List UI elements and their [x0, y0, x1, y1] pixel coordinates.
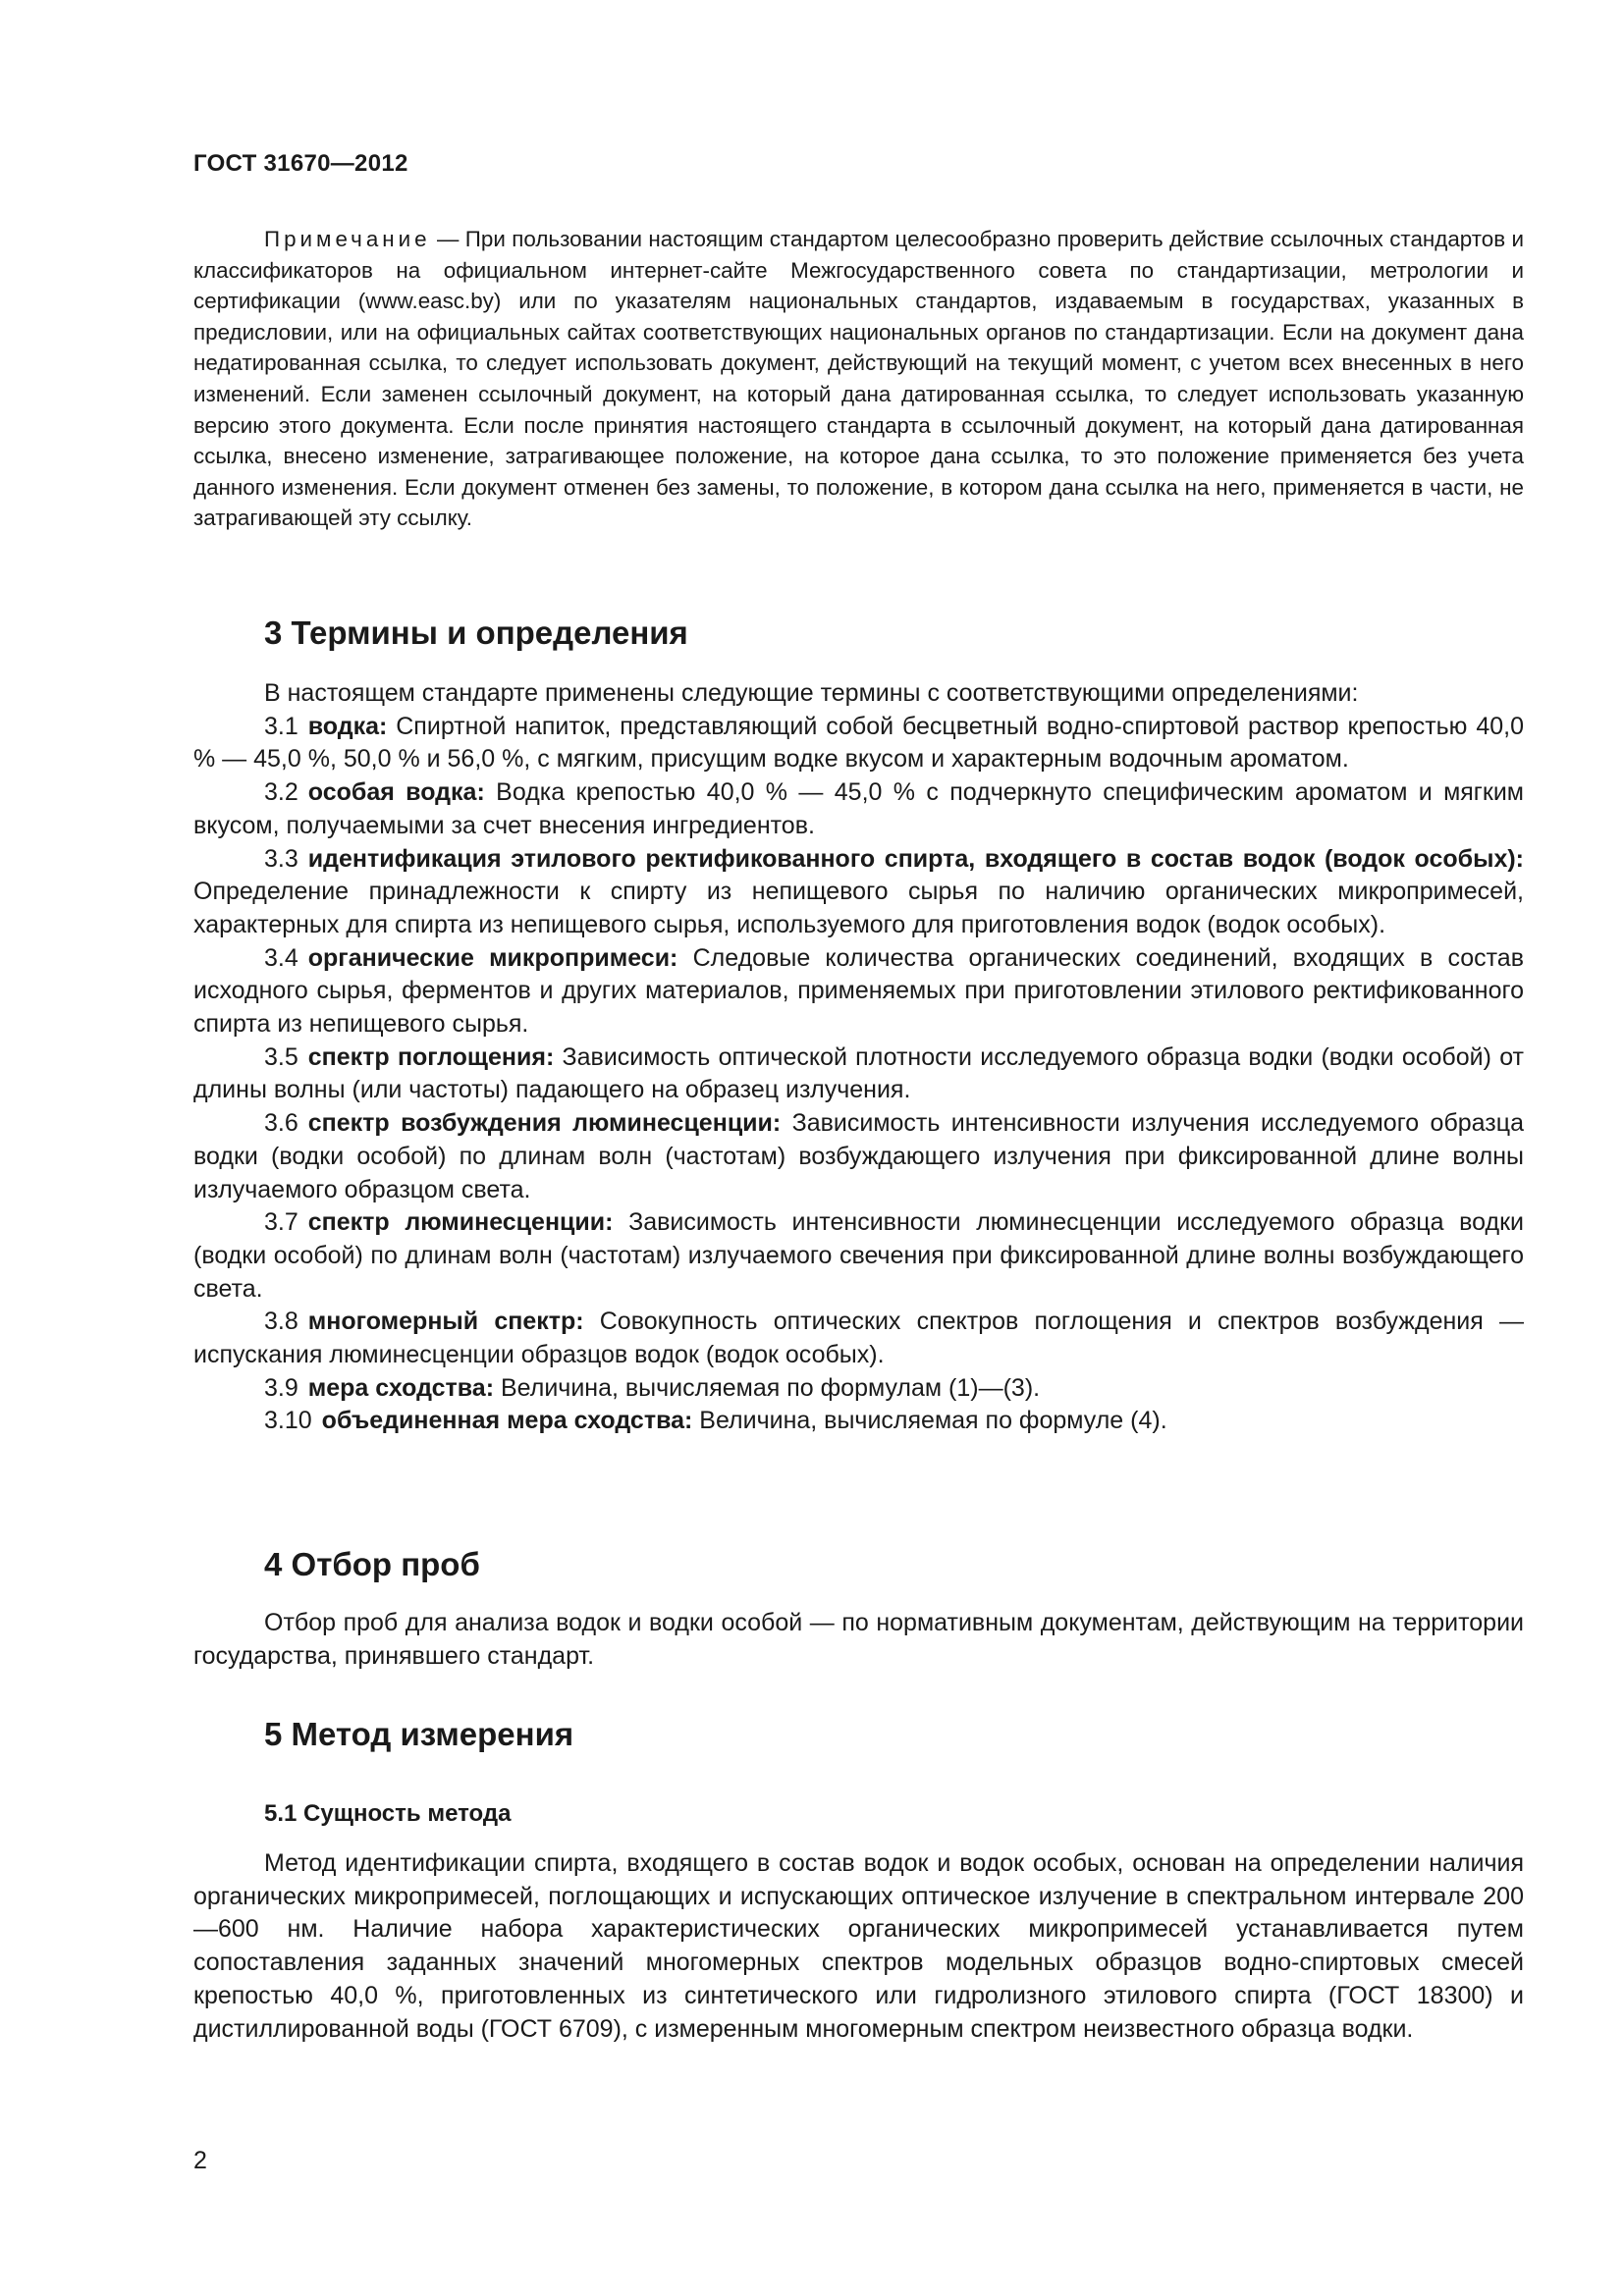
term-definition: Совокупность оптических спектров поглощения и спектров возбуждения — испускания люминесценции образцов водок (водок особых). [193, 1308, 1524, 1369]
term-3-10: 3.10 объединенная мера сходства: Величина, вычисляемая по формуле (4). [264, 1407, 1167, 1435]
term-title: многомерный спектр: [307, 1308, 584, 1336]
term-title: идентификация этилового ректификованного спирта, входящего в состав водок (водок особых): [307, 844, 1524, 873]
section-5-body [193, 1847, 1524, 2046]
term-title: мера сходства: [307, 1373, 495, 1402]
term-definition: Спиртной напиток, представляющий собой бесцветный водно-спиртовой раствор крепостью 40,0 % — 45,0 %, 50,0 % и 56,0 %, с мягким, присущим водке вкусом и характерным водочным ароматом. [193, 712, 1524, 774]
term-definition: Зависимость оптической плотности исследуемого образца водки (водки особой) от длины волны (или частоты) падающего на образец излучения. [193, 1042, 1524, 1104]
term-title: спектр возбуждения люминесценции: [307, 1109, 782, 1138]
term-title: объединенная мера сходства: [321, 1407, 693, 1435]
term-3-6: 3.6 спектр возбуждения люминесценции: Зависимость интенсивности излучения исследуемого образца водки (водки особой) по длинам волн (частотам) возбуждающего излучения при фиксированной длине волны излучаемого образцом света. [193, 1109, 1524, 1203]
term-definition: Зависимость интенсивности люминесценции исследуемого образца водки (водки особой) по длинам волн (частотам) излучаемого свечения при фиксированной длине волны возбуждающего света. [193, 1208, 1524, 1303]
term-3-4: 3.4 органические микропримеси: Следовые количества органических соединений, входящих в состав исходного сырья, ферментов и других материалов, применяемых при приготовлении этилового ректификованного спирта из непищевого сырья. [193, 943, 1524, 1039]
term-3-1: 3.1 водка: Спиртной напиток, представляющий собой бесцветный водно-спиртовой раствор крепостью 40,0 % — 45,0 %, 50,0 % и 56,0 %, с мягким, присущим водке вкусом и характерным водочным ароматом. [193, 712, 1524, 774]
term-3-3: 3.3 идентификация этилового ректификованного спирта, входящего в состав водок (водок особых): Определение принадлежности к спирту из непищевого сырья по наличию органических микропримесей, характерных для спирта из непищевого сырья, используемого для приготовления водок (водок особых). [193, 844, 1524, 938]
term-3-7: 3.7 спектр люминесценции: Зависимость интенсивности люминесценции исследуемого образца водки (водки особой) по длинам волн (частотам) излучаемого свечения при фиксированной длине волны возбуждающего света. [193, 1208, 1524, 1303]
reference-note [193, 224, 1524, 534]
section-3-intro: В настоящем стандарте применены следующие термины с соответствующими определениями: [264, 679, 1359, 707]
section-4-heading: 4 Отбор проб [264, 1546, 480, 1582]
term-definition: Величина, вычисляемая по формуле (4). [692, 1407, 1167, 1435]
term-definition: Зависимость интенсивности излучения исследуемого образца водки (водки особой) по длинам волн (частотам) возбуждающего излучения при фиксированной длине волны излучаемого образцом света. [193, 1109, 1524, 1203]
term-3-9: 3.9 мера сходства: Величина, вычисляемая по формулам (1)—(3). [264, 1373, 1041, 1402]
term-definition: Водка крепостью 40,0 % — 45,0 % с подчеркнуто специфическим ароматом и мягким вкусом, получаемыми за счет внесения ингредиентов. [193, 778, 1524, 839]
term-title: особая водка: [307, 778, 485, 807]
term-definition: Величина, вычисляемая по формулам (1)—(3). [494, 1373, 1041, 1402]
term-title: спектр поглощения: [307, 1042, 555, 1071]
term-title: водка: [307, 712, 388, 740]
term-title: органические микропримеси: [307, 943, 678, 972]
term-3-5: 3.5 спектр поглощения: Зависимость оптической плотности исследуемого образца водки (водки особой) от длины волны (или частоты) падающего на образец излучения. [193, 1042, 1524, 1104]
section-5-heading: 5 Метод измерения [264, 1716, 574, 1752]
section-3-body [193, 677, 1524, 1438]
term-definition: Следовые количества органических соединений, входящих в состав исходного сырья, ферментов и других материалов, применяемых при приготовлении этилового ректификованного спирта из непищевого сырья. [193, 943, 1524, 1039]
term-3-2: 3.2 особая водка: Водка крепостью 40,0 % — 45,0 % с подчеркнуто специфическим ароматом и мягким вкусом, получаемыми за счет внесения ингредиентов. [193, 778, 1524, 839]
section-4-body [193, 1607, 1524, 1673]
note-label: Примечание [264, 227, 431, 251]
document-code: ГОСТ 31670—2012 [193, 150, 408, 177]
section-3-heading: 3 Термины и определения [264, 614, 688, 651]
term-definition: Определение принадлежности к спирту из непищевого сырья по наличию органических микропримесей, характерных для спирта из непищевого сырья, используемого для приготовления водок (водок особых). [193, 878, 1524, 938]
term-3-8: 3.8 многомерный спектр: Совокупность оптических спектров поглощения и спектров возбуждения — испускания люминесценции образцов водок (водок особых). [193, 1308, 1524, 1369]
note-text: — При пользовании настоящим стандартом целесообразно проверить действие ссылочных стандартов и классификаторов на официальном интернет-сайте Межгосударственного совета по стандартизации, метрологии и сертификации (www.easc.by) или по указателям национальных стандартов, издаваемым в государствах, указанных в предисловии, или на официальных сайтах соответствующих национальных органов по стандартизации. Если на документ дана недатированная ссылка, то следует использовать документ, действующий на текущий момент, с учетом всех внесенных в него изменений. Если заменен ссылочный документ, на который дана датированная ссылка, то следует использовать указанную версию этого документа. Если после принятия настоящего стандарта в ссылочный документ, на который дана датированная ссылка, внесено изменение, затрагивающее положение, на которое дана ссылка, то это положение применяется без учета данного изменения. Если документ отменен без замены, то положение, в котором дана ссылка на него, применяется в части, не затрагивающей эту ссылку. [193, 227, 1524, 531]
subsection-5-1-heading: 5.1 Сущность метода [264, 1800, 512, 1827]
section-5-1-text: Метод идентификации спирта, входящего в состав водок и водок особых, основан на определении наличия органических микропримесей, поглощающих и испускающих оптическое излучение в спектральном интервале 200—600 нм. Наличие набора характеристических органических микропримесей устанавливается путем сопоставления заданных значений многомерных спектров модельных образцов водно-спиртовых смесей крепостью 40,0 %, приготовленных из синтетического или гидролизного этилового спирта (ГОСТ 18300) и дистиллированной воды (ГОСТ 6709), с измеренным многомерным спектром неизвестного образца водки. [193, 1849, 1524, 2043]
term-title: спектр люминесценции: [307, 1208, 614, 1237]
section-4-text: Отбор проб для анализа водок и водки особой — по нормативным документам, действующим на территории государства, принявшего стандарт. [193, 1609, 1524, 1670]
page-number: 2 [193, 2147, 207, 2174]
